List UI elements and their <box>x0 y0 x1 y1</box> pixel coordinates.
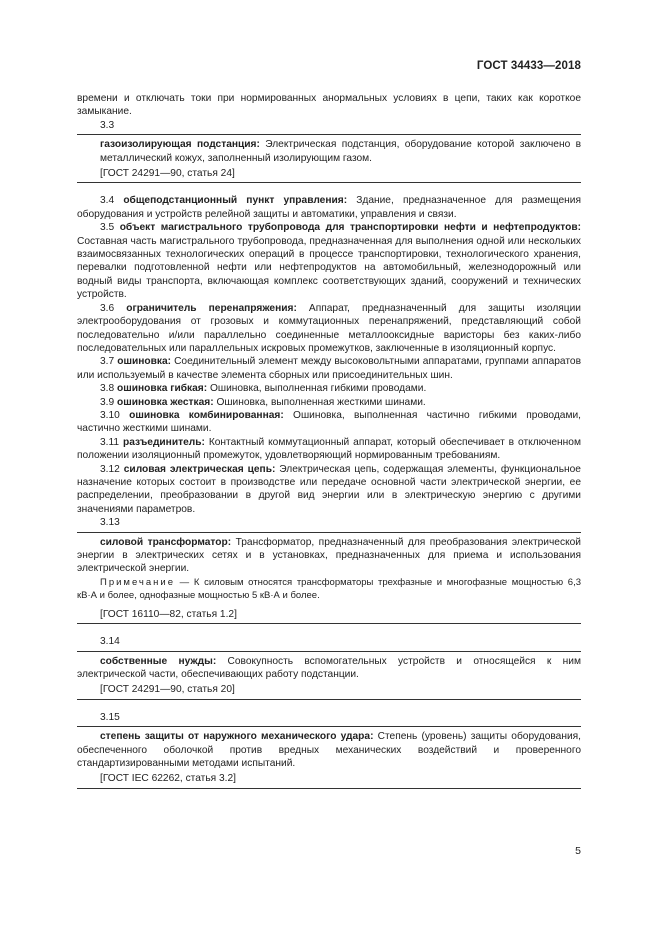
term-3-3-source: [ГОСТ 24291—90, статья 24] <box>100 168 235 180</box>
term-3-5-term: объект магистрального трубопровода для транспортировки нефти и нефтепродуктов: <box>119 222 581 234</box>
term-3-4-definition: Здание, предназначенное для размещения оборудования и устройств релейной защиты и автоматики, управления и связи. <box>77 195 581 220</box>
term-3-3-term: газоизолирующая подстанция: <box>100 139 260 151</box>
page-number: 5 <box>575 845 581 857</box>
term-3-14-number: 3.14 <box>100 636 120 648</box>
term-3-11 <box>77 436 581 463</box>
term-3-13-box <box>77 532 581 625</box>
term-3-12-term: силовая электрическая цепь: <box>123 463 276 475</box>
term-3-11-term: разъединитель: <box>123 436 205 448</box>
standard-code: ГОСТ 34433—2018 <box>476 60 581 72</box>
term-3-7-definition: Соединительный элемент между высоковольтными аппаратами, группами аппаратов или используемый в качестве элемента сборных или присоединительных шин. <box>77 356 581 381</box>
term-3-15-number: 3.15 <box>100 711 120 723</box>
term-3-10 <box>77 409 581 436</box>
term-3-5-definition: Составная часть магистрального трубопровода, предназначенная для выполнения одной или нескольких взаимосвязанных технологических операций в процессе транспортировки, технологического хранения, перевалки подготовленной нефти или нефтепродуктов на автомобильный, железнодорожный или водный виды транспорта, включающая комплекс соответствующих зданий, сооружений и технических устройств. <box>77 235 581 301</box>
term-3-11-definition: Контактный коммутационный аппарат, который обеспечивает в отключенном положении изоляционный промежуток, удовлетворяющий нормированным требованиям. <box>77 436 581 462</box>
term-3-4-number: 3.4 <box>100 195 115 207</box>
term-3-6-number: 3.6 <box>100 302 115 314</box>
term-3-9-term: ошиновка жесткая: <box>117 396 214 408</box>
term-3-12-definition: Электрическая цепь, содержащая элементы, функциональное назначение которых состоит в производстве или передаче основной части электрической энергии, ее распределении, преобразовании в другой вид энергии или в электрическую энергию с другими значениями параметров. <box>77 463 581 515</box>
term-3-11-number: 3.11 <box>100 436 120 448</box>
term-3-12 <box>77 463 581 517</box>
term-3-3-number: 3.3 <box>100 119 115 131</box>
term-3-15-source: [ГОСТ IEC 62262, статья 3.2] <box>100 773 236 785</box>
term-3-10-definition: Ошиновка, выполненная частично гибкими проводами, частично жесткими шинами. <box>77 409 581 435</box>
term-3-15-term: степень защиты от наружного механического удара: <box>100 731 374 743</box>
term-3-13-text <box>77 536 581 576</box>
term-3-5 <box>77 221 581 301</box>
term-3-10-term: ошиновка комбинированная: <box>129 409 284 421</box>
note-label: Примечание <box>100 576 175 588</box>
term-3-14-term: собственные нужды: <box>100 655 217 667</box>
term-3-3-box <box>77 134 581 183</box>
term-3-7-number: 3.7 <box>100 356 115 368</box>
term-3-6-term: ограничитель перенапряжения: <box>126 302 297 314</box>
term-3-13-source: [ГОСТ 16110—82, статья 1.2] <box>100 608 237 620</box>
term-3-9-definition: Ошиновка, выполненная жесткими шинами. <box>213 396 426 408</box>
term-3-14-definition: Совокупность вспомогательных устройств и относящейся к ним электрической части, обеспечивающих работу подстанции. <box>77 655 581 681</box>
term-3-9 <box>77 396 581 409</box>
term-3-10-number: 3.10 <box>100 409 120 421</box>
term-3-12-number: 3.12 <box>100 463 120 475</box>
term-3-7-term: ошиновка: <box>117 356 172 368</box>
term-3-4 <box>77 194 581 221</box>
term-3-14-box <box>77 651 581 700</box>
term-3-8 <box>77 382 581 395</box>
intro-continuation: времени и отключать токи при нормированных анормальных условиях в цепи, таких как короткое замыкание. <box>77 93 581 118</box>
page-content <box>77 92 581 791</box>
note-text: — К силовым относятся трансформаторы трехфазные и многофазные мощностью 6,3 кВ·А и более, однофазные мощностью 5 кВ·А и более. <box>77 576 581 601</box>
term-3-4-term: общеподстанционный пункт управления: <box>123 195 348 207</box>
term-3-6-definition: Аппарат, предназначенный для защиты изоляции электрооборудования от грозовых и коммутационных перенапряжений, представляющий собой последовательно и/или параллельно соединенные металлооксидные варисторы без каких-либо последовательных или параллельных искровых промежутков, заключенные в изоляционный корпус. <box>77 302 581 354</box>
term-3-6 <box>77 302 581 356</box>
term-3-13-note <box>77 576 581 602</box>
term-3-13-term: силовой трансформатор: <box>100 536 232 548</box>
term-3-15-definition: Степень (уровень) защиты оборудования, обеспеченного оболочкой против вредных механических воздействий и проверенного стандартизированными методами испытаний. <box>77 731 581 770</box>
term-3-14-text <box>77 655 581 682</box>
term-3-8-number: 3.8 <box>100 383 115 395</box>
term-3-3-text <box>77 138 581 165</box>
term-3-8-term: ошиновка гибкая: <box>117 383 208 395</box>
term-3-14-source: [ГОСТ 24291—90, статья 20] <box>100 684 235 696</box>
term-3-8-definition: Ошиновка, выполненная гибкими проводами. <box>207 383 427 395</box>
term-3-15-text <box>77 730 581 770</box>
term-3-7 <box>77 355 581 382</box>
term-3-13-number: 3.13 <box>100 517 120 529</box>
term-3-15-box <box>77 726 581 789</box>
term-3-9-number: 3.9 <box>100 396 115 408</box>
term-3-3-definition: Электрическая подстанция, оборудование которой заключено в металлический кожух, заполненный изолирующим газом. <box>100 139 581 164</box>
term-3-5-number: 3.5 <box>100 222 115 234</box>
term-3-13-definition: Трансформатор, предназначенный для преобразования электрической энергии в электрических сетях и в установках, предназначенных для приема и использования электрической энергии. <box>77 536 581 575</box>
